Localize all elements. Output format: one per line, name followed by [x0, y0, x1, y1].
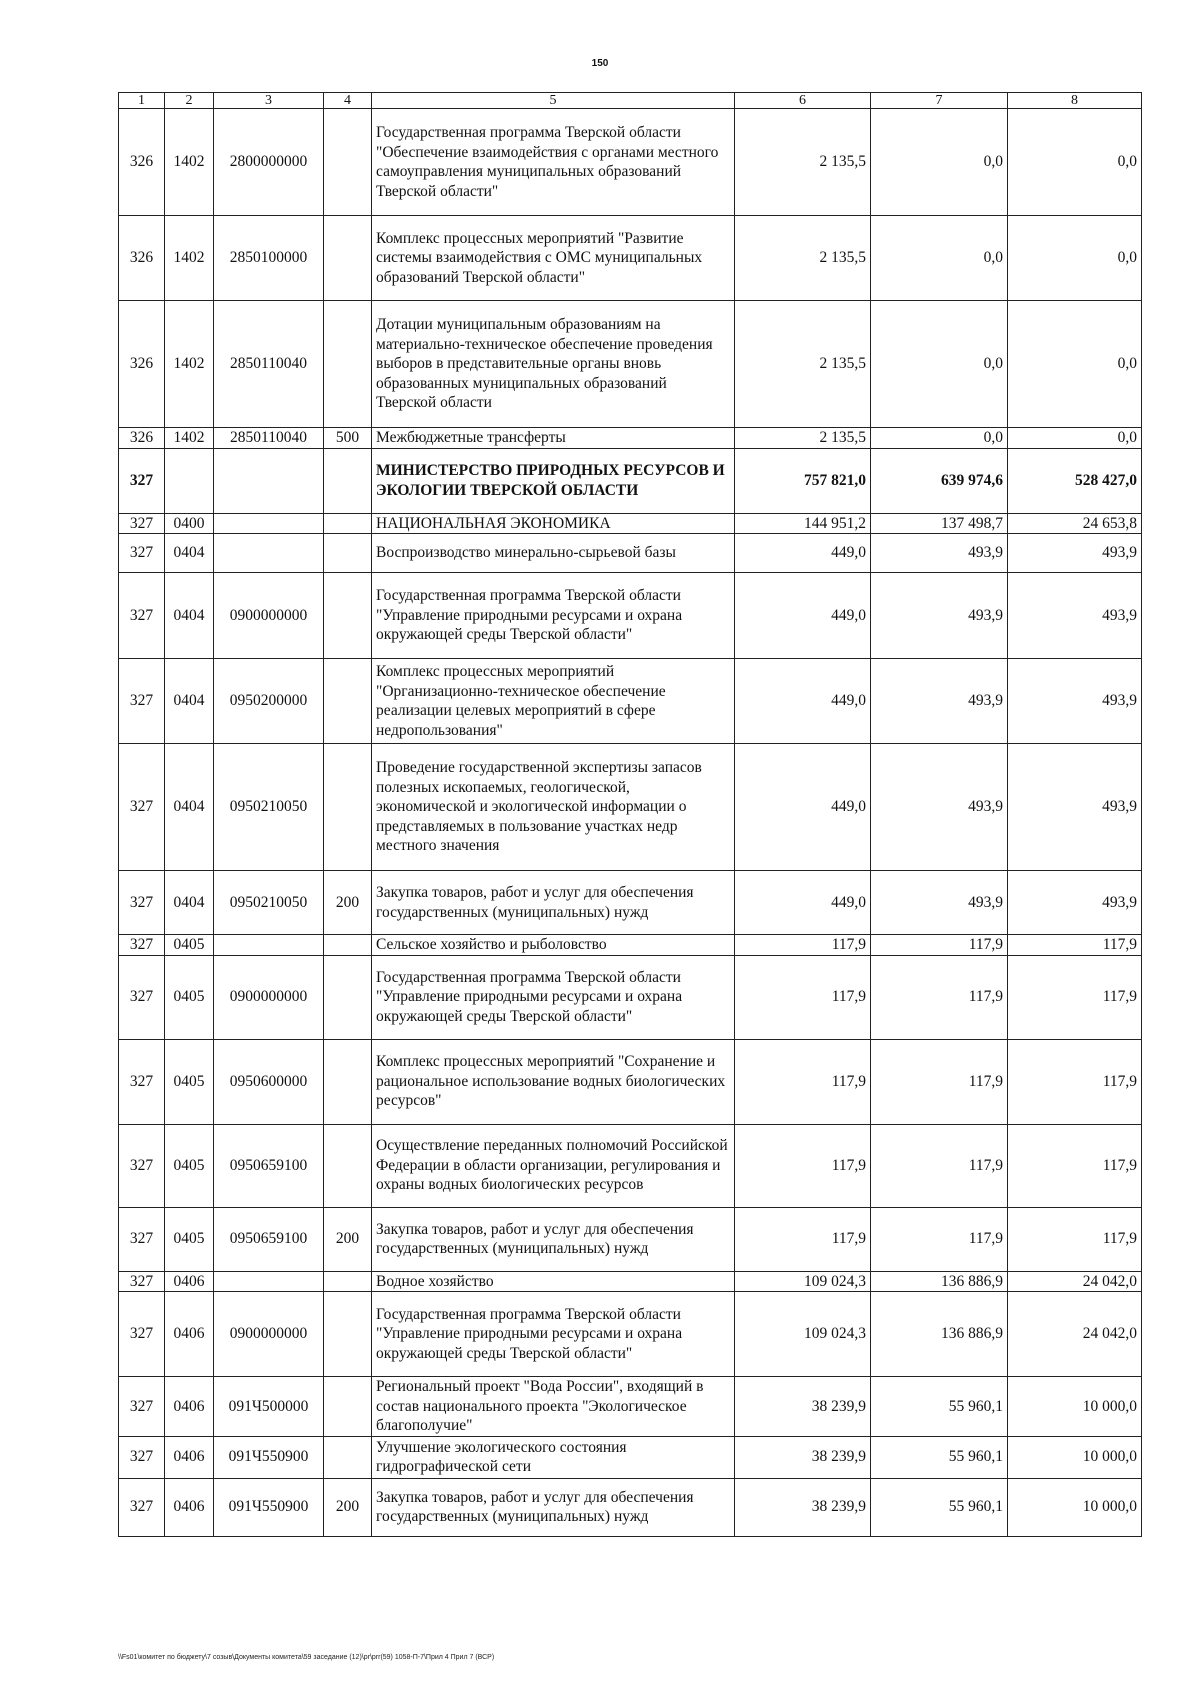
amount-col-8: 10 000,0: [1008, 1377, 1142, 1437]
chapter-code: 327: [119, 935, 165, 956]
amount-col-8: 0,0: [1008, 216, 1142, 301]
amount-col-7: 0,0: [871, 109, 1008, 216]
chapter-code: 327: [119, 1478, 165, 1536]
column-header: 3: [214, 93, 324, 109]
amount-col-6: 2 135,5: [735, 109, 871, 216]
section-code: 0405: [165, 935, 214, 956]
amount-col-8: 117,9: [1008, 1207, 1142, 1271]
amount-col-7: 117,9: [871, 1124, 1008, 1207]
amount-col-6: 2 135,5: [735, 216, 871, 301]
amount-col-6: 117,9: [735, 955, 871, 1039]
table-row: [119, 428, 1142, 449]
amount-col-8: 493,9: [1008, 744, 1142, 871]
section-code: 0406: [165, 1377, 214, 1437]
expense-type-code: [324, 955, 372, 1039]
target-article-code: 2800000000: [214, 109, 324, 216]
amount-col-8: 493,9: [1008, 659, 1142, 744]
expense-type-code: [324, 1039, 372, 1124]
column-header: 7: [871, 93, 1008, 109]
amount-col-6: 449,0: [735, 871, 871, 935]
expense-type-code: [324, 1377, 372, 1437]
expense-type-code: [324, 935, 372, 956]
target-article-code: 091Ч550900: [214, 1478, 324, 1536]
item-description: Комплекс процессных мероприятий "Развитие системы взаимодействия с ОМС муниципальных образований Тверской области": [372, 216, 735, 301]
amount-col-7: 117,9: [871, 1207, 1008, 1271]
chapter-code: 327: [119, 1124, 165, 1207]
chapter-code: 327: [119, 1207, 165, 1271]
item-description: Государственная программа Тверской области "Управление природными ресурсами и охрана окружающей среды Тверской области": [372, 573, 735, 659]
column-header: 4: [324, 93, 372, 109]
table-row: [119, 448, 1142, 513]
amount-col-6: 117,9: [735, 935, 871, 956]
table-row: [119, 1478, 1142, 1536]
section-code: 0404: [165, 744, 214, 871]
footer-file-path: \\Fs01\комитет по бюджету\7 созыв\Документы комитета\59 заседание (12)\pr\prr(59) 1058-П-7\Прил 4 Прил 7 (ВСР): [118, 1654, 495, 1661]
section-code: [165, 448, 214, 513]
target-article-code: [214, 1271, 324, 1292]
amount-col-8: 10 000,0: [1008, 1436, 1142, 1478]
item-description: Комплекс процессных мероприятий "Организационно-техническое обеспечение реализации целевых мероприятий в сфере недропользования": [372, 659, 735, 744]
section-code: 0405: [165, 1124, 214, 1207]
amount-col-6: 449,0: [735, 744, 871, 871]
target-article-code: 0950210050: [214, 871, 324, 935]
section-code: 1402: [165, 428, 214, 449]
table-row: [119, 1039, 1142, 1124]
target-article-code: 2850110040: [214, 428, 324, 449]
expense-type-code: [324, 109, 372, 216]
expense-type-code: 200: [324, 871, 372, 935]
target-article-code: [214, 513, 324, 534]
table-row: [119, 513, 1142, 534]
amount-col-6: 109 024,3: [735, 1292, 871, 1377]
section-code: 0404: [165, 534, 214, 573]
chapter-code: 327: [119, 871, 165, 935]
table-row: [119, 1124, 1142, 1207]
amount-col-8: 493,9: [1008, 534, 1142, 573]
expense-type-code: [324, 659, 372, 744]
table-row: [119, 955, 1142, 1039]
section-code: 0406: [165, 1271, 214, 1292]
header-row: [119, 93, 1142, 109]
chapter-code: 327: [119, 744, 165, 871]
amount-col-7: 117,9: [871, 1039, 1008, 1124]
amount-col-6: 38 239,9: [735, 1436, 871, 1478]
section-code: 0406: [165, 1292, 214, 1377]
amount-col-7: 493,9: [871, 659, 1008, 744]
chapter-code: 326: [119, 428, 165, 449]
amount-col-8: 24 042,0: [1008, 1292, 1142, 1377]
amount-col-8: 24 653,8: [1008, 513, 1142, 534]
amount-col-8: 117,9: [1008, 955, 1142, 1039]
item-description: МИНИСТЕРСТВО ПРИРОДНЫХ РЕСУРСОВ И ЭКОЛОГИИ ТВЕРСКОЙ ОБЛАСТИ: [372, 448, 735, 513]
item-description: Водное хозяйство: [372, 1271, 735, 1292]
item-description: Проведение государственной экспертизы запасов полезных ископаемых, геологической, экономической и экологической информации о представляемых в пользование участках недр местного значения: [372, 744, 735, 871]
amount-col-8: 493,9: [1008, 871, 1142, 935]
item-description: Осуществление переданных полномочий Российской Федерации в области организации, регулирования и охраны водных биологических ресурсов: [372, 1124, 735, 1207]
table-row: [119, 1292, 1142, 1377]
item-description: Государственная программа Тверской области "Обеспечение взаимодействия с органами местного самоуправления муниципальных образований Тверской области": [372, 109, 735, 216]
amount-col-7: 55 960,1: [871, 1436, 1008, 1478]
section-code: 1402: [165, 109, 214, 216]
chapter-code: 326: [119, 301, 165, 428]
section-code: 0404: [165, 871, 214, 935]
expense-type-code: [324, 1436, 372, 1478]
amount-col-6: 144 951,2: [735, 513, 871, 534]
expense-type-code: [324, 448, 372, 513]
table-row: [119, 659, 1142, 744]
section-code: 0406: [165, 1436, 214, 1478]
amount-col-7: 117,9: [871, 935, 1008, 956]
chapter-code: 327: [119, 448, 165, 513]
section-code: 0406: [165, 1478, 214, 1536]
table-row: [119, 1377, 1142, 1437]
expense-type-code: 200: [324, 1207, 372, 1271]
item-description: Региональный проект "Вода России", входящий в состав национального проекта "Экологическое благополучие": [372, 1377, 735, 1437]
target-article-code: 0950600000: [214, 1039, 324, 1124]
chapter-code: 327: [119, 1292, 165, 1377]
amount-col-6: 117,9: [735, 1207, 871, 1271]
amount-col-6: 2 135,5: [735, 301, 871, 428]
expense-type-code: [324, 534, 372, 573]
item-description: Улучшение экологического состояния гидрографической сети: [372, 1436, 735, 1478]
budget-table: [118, 92, 1142, 1537]
table-row: [119, 935, 1142, 956]
chapter-code: 326: [119, 109, 165, 216]
column-header: 6: [735, 93, 871, 109]
target-article-code: 091Ч550900: [214, 1436, 324, 1478]
table-row: [119, 534, 1142, 573]
item-description: Дотации муниципальным образованиям на материально-техническое обеспечение проведения выборов в представительные органы вновь образованных муниципальных образований Тверской области: [372, 301, 735, 428]
column-header: 1: [119, 93, 165, 109]
amount-col-7: 639 974,6: [871, 448, 1008, 513]
section-code: 0405: [165, 1207, 214, 1271]
table-row: [119, 301, 1142, 428]
expense-type-code: [324, 301, 372, 428]
chapter-code: 327: [119, 955, 165, 1039]
chapter-code: 327: [119, 659, 165, 744]
amount-col-8: 117,9: [1008, 1039, 1142, 1124]
amount-col-8: 24 042,0: [1008, 1271, 1142, 1292]
target-article-code: 0950659100: [214, 1124, 324, 1207]
amount-col-6: 117,9: [735, 1124, 871, 1207]
section-code: 0405: [165, 955, 214, 1039]
amount-col-7: 136 886,9: [871, 1292, 1008, 1377]
table-row: [119, 573, 1142, 659]
section-code: 0400: [165, 513, 214, 534]
target-article-code: 2850110040: [214, 301, 324, 428]
amount-col-7: 55 960,1: [871, 1478, 1008, 1536]
target-article-code: 091Ч500000: [214, 1377, 324, 1437]
amount-col-7: 55 960,1: [871, 1377, 1008, 1437]
item-description: Государственная программа Тверской области "Управление природными ресурсами и охрана окружающей среды Тверской области": [372, 1292, 735, 1377]
section-code: 0404: [165, 573, 214, 659]
table-row: [119, 1436, 1142, 1478]
section-code: 1402: [165, 301, 214, 428]
expense-type-code: 200: [324, 1478, 372, 1536]
chapter-code: 327: [119, 534, 165, 573]
section-code: 0404: [165, 659, 214, 744]
amount-col-7: 137 498,7: [871, 513, 1008, 534]
item-description: Закупка товаров, работ и услуг для обеспечения государственных (муниципальных) нужд: [372, 1207, 735, 1271]
chapter-code: 327: [119, 1377, 165, 1437]
table-row: [119, 1271, 1142, 1292]
amount-col-6: 38 239,9: [735, 1377, 871, 1437]
amount-col-8: 0,0: [1008, 109, 1142, 216]
table-row: [119, 216, 1142, 301]
item-description: Воспроизводство минерально-сырьевой базы: [372, 534, 735, 573]
item-description: Закупка товаров, работ и услуг для обеспечения государственных (муниципальных) нужд: [372, 871, 735, 935]
item-description: Сельское хозяйство и рыболовство: [372, 935, 735, 956]
target-article-code: [214, 448, 324, 513]
amount-col-7: 0,0: [871, 216, 1008, 301]
amount-col-6: 449,0: [735, 659, 871, 744]
amount-col-8: 10 000,0: [1008, 1478, 1142, 1536]
target-article-code: 0950659100: [214, 1207, 324, 1271]
expense-type-code: 500: [324, 428, 372, 449]
amount-col-6: 2 135,5: [735, 428, 871, 449]
amount-col-7: 493,9: [871, 744, 1008, 871]
target-article-code: 0900000000: [214, 1292, 324, 1377]
amount-col-7: 493,9: [871, 871, 1008, 935]
expense-type-code: [324, 1292, 372, 1377]
chapter-code: 327: [119, 573, 165, 659]
amount-col-7: 136 886,9: [871, 1271, 1008, 1292]
amount-col-7: 0,0: [871, 428, 1008, 449]
item-description: Межбюджетные трансферты: [372, 428, 735, 449]
expense-type-code: [324, 744, 372, 871]
amount-col-8: 0,0: [1008, 428, 1142, 449]
table-row: [119, 109, 1142, 216]
chapter-code: 327: [119, 1271, 165, 1292]
section-code: 1402: [165, 216, 214, 301]
amount-col-8: 493,9: [1008, 573, 1142, 659]
table-row: [119, 871, 1142, 935]
column-header: 5: [372, 93, 735, 109]
amount-col-6: 117,9: [735, 1039, 871, 1124]
item-description: Закупка товаров, работ и услуг для обеспечения государственных (муниципальных) нужд: [372, 1478, 735, 1536]
amount-col-7: 493,9: [871, 573, 1008, 659]
expense-type-code: [324, 1271, 372, 1292]
target-article-code: 2850100000: [214, 216, 324, 301]
amount-col-8: 117,9: [1008, 935, 1142, 956]
amount-col-7: 0,0: [871, 301, 1008, 428]
expense-type-code: [324, 573, 372, 659]
chapter-code: 326: [119, 216, 165, 301]
column-header: 2: [165, 93, 214, 109]
amount-col-7: 117,9: [871, 955, 1008, 1039]
expense-type-code: [324, 1124, 372, 1207]
section-code: 0405: [165, 1039, 214, 1124]
amount-col-8: 117,9: [1008, 1124, 1142, 1207]
target-article-code: 0950200000: [214, 659, 324, 744]
chapter-code: 327: [119, 513, 165, 534]
amount-col-6: 38 239,9: [735, 1478, 871, 1536]
target-article-code: [214, 534, 324, 573]
amount-col-8: 528 427,0: [1008, 448, 1142, 513]
item-description: Государственная программа Тверской области "Управление природными ресурсами и охрана окружающей среды Тверской области": [372, 955, 735, 1039]
amount-col-8: 0,0: [1008, 301, 1142, 428]
amount-col-6: 109 024,3: [735, 1271, 871, 1292]
item-description: Комплекс процессных мероприятий "Сохранение и рациональное использование водных биологических ресурсов": [372, 1039, 735, 1124]
target-article-code: 0900000000: [214, 955, 324, 1039]
target-article-code: 0900000000: [214, 573, 324, 659]
amount-col-6: 449,0: [735, 534, 871, 573]
expense-type-code: [324, 513, 372, 534]
target-article-code: [214, 935, 324, 956]
chapter-code: 327: [119, 1039, 165, 1124]
target-article-code: 0950210050: [214, 744, 324, 871]
item-description: НАЦИОНАЛЬНАЯ ЭКОНОМИКА: [372, 513, 735, 534]
expense-type-code: [324, 216, 372, 301]
table-row: [119, 1207, 1142, 1271]
amount-col-6: 449,0: [735, 573, 871, 659]
table-row: [119, 744, 1142, 871]
amount-col-7: 493,9: [871, 534, 1008, 573]
page-number: 150: [591, 58, 609, 69]
amount-col-6: 757 821,0: [735, 448, 871, 513]
chapter-code: 327: [119, 1436, 165, 1478]
column-header: 8: [1008, 93, 1142, 109]
